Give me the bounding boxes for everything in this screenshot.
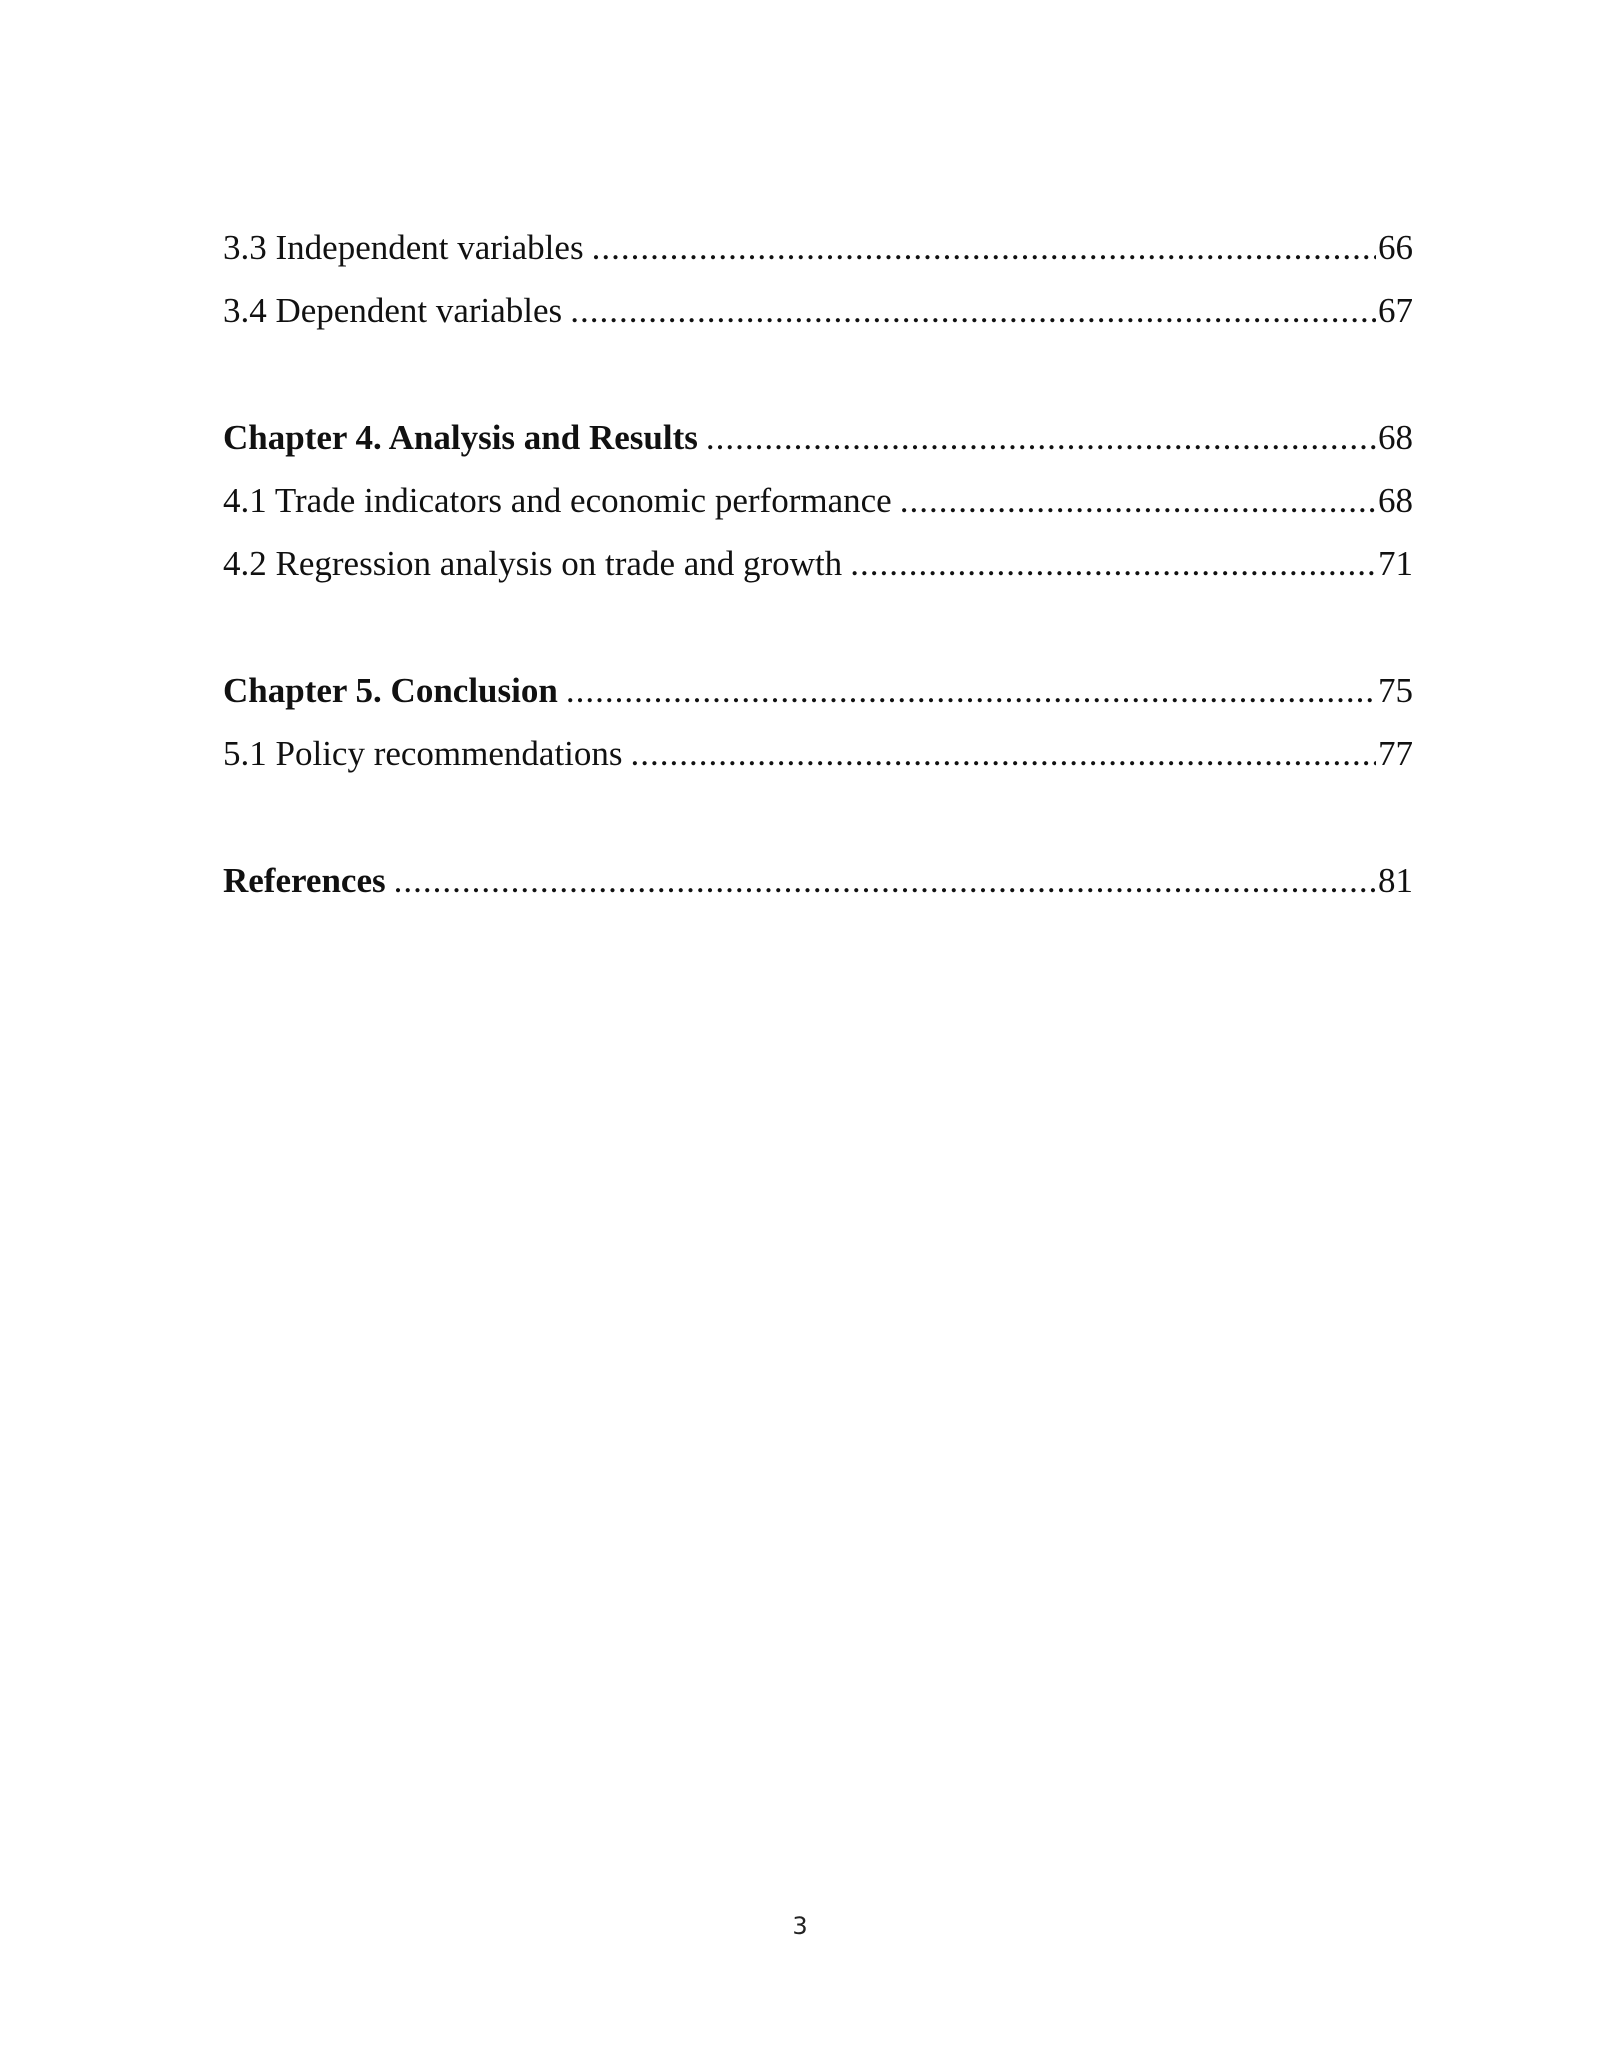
toc-dot-leader — [631, 722, 1376, 785]
toc-entry-references — [223, 849, 1413, 912]
toc-dot-leader — [592, 216, 1376, 279]
toc-dot-leader — [570, 279, 1376, 342]
toc-entry-title: 3.3 Independent variables — [223, 228, 584, 267]
toc-dot-leader — [900, 469, 1376, 532]
toc-entry-page: 66 — [1378, 228, 1413, 267]
toc-entry-chapter-4 — [223, 406, 1413, 469]
toc-entry-page: 67 — [1378, 291, 1413, 330]
toc-entry-title: Chapter 5. Conclusion — [223, 671, 558, 710]
toc-entry-page: 68 — [1378, 481, 1413, 520]
toc-entry-4-2 — [223, 532, 1413, 595]
toc-entry-title: 4.2 Regression analysis on trade and growth — [223, 544, 843, 583]
toc-dot-leader — [394, 849, 1376, 912]
toc-entry-title: 5.1 Policy recommendations — [223, 734, 623, 773]
toc-entry-4-1 — [223, 469, 1413, 532]
table-of-contents — [223, 216, 1413, 912]
toc-dot-leader — [850, 532, 1376, 595]
toc-entry-title: Chapter 4. Analysis and Results — [223, 418, 698, 457]
toc-entry-page: 68 — [1378, 418, 1413, 457]
toc-entry-title: References — [223, 861, 386, 900]
toc-entry-page: 77 — [1378, 734, 1413, 773]
toc-dot-leader — [706, 406, 1376, 469]
toc-entry-page: 75 — [1378, 671, 1413, 710]
toc-entry-3-3 — [223, 216, 1413, 279]
toc-entry-page: 81 — [1378, 861, 1413, 900]
toc-entry-page: 71 — [1378, 544, 1413, 583]
toc-entry-5-1 — [223, 722, 1413, 785]
toc-dot-leader — [566, 659, 1376, 722]
toc-entry-title: 3.4 Dependent variables — [223, 291, 563, 330]
toc-entry-chapter-5 — [223, 659, 1413, 722]
toc-entry-3-4 — [223, 279, 1413, 342]
toc-entry-title: 4.1 Trade indicators and economic performance — [223, 481, 892, 520]
page-number: 3 — [792, 1912, 808, 1940]
